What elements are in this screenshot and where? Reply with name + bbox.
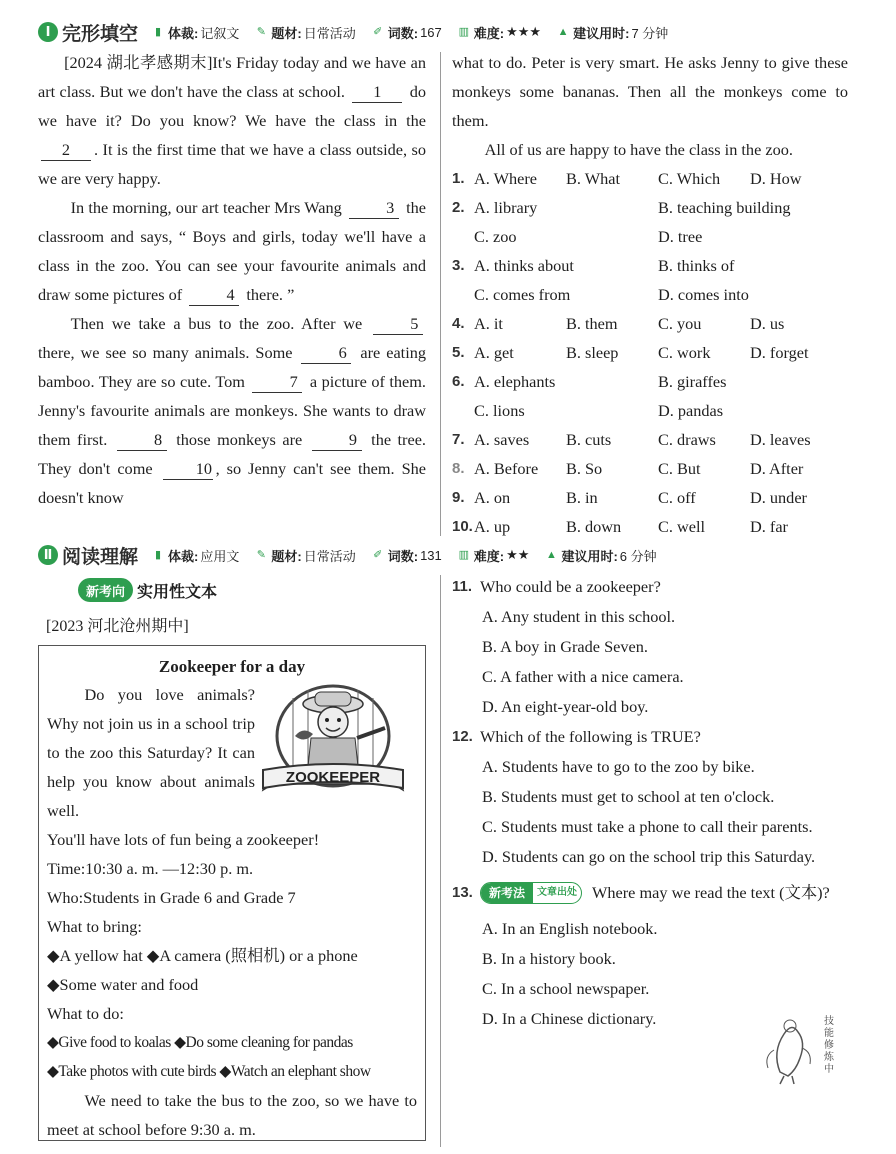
answer-option: B. A boy in Grade Seven. xyxy=(482,637,648,656)
answer-option: C. A father with a nice camera. xyxy=(482,667,684,686)
bell-icon: ▲ xyxy=(545,549,557,561)
quill-icon: ✐ xyxy=(373,549,383,561)
option-row-2: 2. A. library B. teaching building xyxy=(452,198,791,217)
notice-title: Zookeeper for a day xyxy=(158,657,306,676)
topic-meta: ✎ 题材: 日常活动 xyxy=(256,25,356,41)
option-row-9: 9. A. on B. in C. off D. under xyxy=(452,488,807,507)
genre-meta: ▮ 体裁: 应用文 xyxy=(152,546,239,565)
book-icon: ▮ xyxy=(154,549,162,561)
blank-2: 2 xyxy=(41,140,91,161)
option-row-4: 4. A. it B. them C. you D. us xyxy=(452,314,785,333)
answer-option: A. Students have to go to the zoo by bike. xyxy=(482,757,755,776)
reading-source: [2023 河北沧州期中] xyxy=(46,618,189,635)
paragraph-1: [2024 湖北孝感期末]It's Friday today and we have an art class. But we don't have the class at school. 1 do we have it? Do you know? We have the class in the 2 . It is the first time that we have a class outside, so we are very happy. xyxy=(38,53,427,188)
blank-8: 8 xyxy=(117,430,167,451)
cloze-options xyxy=(452,164,848,541)
section-1-title: Ⅰ 完形填空 xyxy=(38,20,138,44)
question-13: 13. 新考法 文章出处 Where may we read the text (文本)? xyxy=(452,883,830,902)
column-divider xyxy=(440,575,441,1147)
time-meta: ▲ 建议用时: 7 分钟 xyxy=(557,25,669,41)
paragraph-3: Then we take a bus to the zoo. After we 5 there, we see so many animals. Some 6 are eating bamboo. They are so cute. Tom 7 a picture of them. Jenny's favourite animals are monkeys. She wants to draw them first. 8 those monkeys are 9 the tree. They don't come 10 , so Jenny can't see them. She doesn't know xyxy=(38,314,427,507)
blank-4: 4 xyxy=(189,285,239,306)
notice-bring-heading: What to bring: xyxy=(47,917,142,936)
answer-option: B. Students must get to school at ten o'clock. xyxy=(482,787,775,806)
pen-icon: ✎ xyxy=(256,26,266,38)
notice-do-item: ◆Give food to koalas ◆Do some cleaning for pandas xyxy=(47,1034,353,1051)
new-trend-tag: 新考向 xyxy=(78,578,133,602)
reading-tag: 新考向 实用性文本 xyxy=(78,578,217,602)
blank-9: 9 xyxy=(312,430,362,451)
words-meta: ✐ 词数: 167 xyxy=(373,24,442,41)
difficulty-meta: ▥ 难度: ★★★ xyxy=(458,24,542,41)
new-method-tag: 新考法 文章出处 xyxy=(480,882,582,904)
notice-bring-item: ◆Some water and food xyxy=(47,975,199,994)
blank-5: 5 xyxy=(373,314,423,335)
option-row-7: 7. A. saves B. cuts C. draws D. leaves xyxy=(452,430,811,449)
section-number-badge: Ⅰ xyxy=(38,22,58,42)
book-icon: ▮ xyxy=(154,26,162,38)
bird-stamp-icon xyxy=(762,1012,842,1086)
answer-option: D. An eight-year-old boy. xyxy=(482,697,649,716)
paragraph-2: In the morning, our art teacher Mrs Wang 3 the classroom and says, “ Boys and girls, today we'll have a class in the zoo. You can see your favourite animals and draw some pictures of 4 there. ” xyxy=(38,198,426,304)
section-number-badge: Ⅱ xyxy=(38,545,58,565)
notice-intro: Do you love animals? Why not join us in a school trip to the zoo this Saturday? It can help you know about animals well. xyxy=(47,685,255,820)
notice-fun-line: You'll have lots of fun being a zookeeper! xyxy=(47,830,320,849)
genre-meta: ▮ 体裁: 记叙文 xyxy=(152,23,239,42)
notice-bring-item: ◆A yellow hat ◆A camera (照相机) or a phone xyxy=(47,946,358,965)
option-row-10: 10. A. up B. down C. well D. far xyxy=(452,517,788,536)
cloze-passage-continued xyxy=(452,48,848,164)
bell-icon: ▲ xyxy=(557,26,569,38)
quill-icon: ✐ xyxy=(373,26,383,38)
notice-time: Time:10:30 a. m. —12:30 p. m. xyxy=(47,859,254,878)
section-2-header xyxy=(38,541,850,569)
time-meta: ▲ 建议用时: 6 分钟 xyxy=(545,548,657,564)
blank-7: 7 xyxy=(252,372,302,393)
question-11: 11. Who could be a zookeeper? xyxy=(452,577,661,596)
column-divider xyxy=(440,52,441,536)
answer-option: C. In a school newspaper. xyxy=(482,979,650,998)
paragraph-3-continued: what to do. Peter is very smart. He asks Jenny to give these monkeys some bananas. Then all the monkeys come to them. xyxy=(452,53,848,130)
option-row-6b: C. lions D. pandas xyxy=(474,401,724,420)
zookeeper-illustration xyxy=(253,678,413,808)
notice-do-heading: What to do: xyxy=(47,1004,124,1023)
zookeeper-sign-text: ZOOKEEPER xyxy=(285,769,381,786)
answer-option: B. In a history book. xyxy=(482,949,616,968)
notice-box xyxy=(38,645,426,1141)
option-row-2b: C. zoo D. tree xyxy=(474,227,703,246)
section-1-header xyxy=(38,18,850,46)
notice-who: Who:Students in Grade 6 and Grade 7 xyxy=(47,888,296,907)
paragraph-4: All of us are happy to have the class in the zoo. xyxy=(484,140,793,159)
notice-do-item: ◆Take photos with cute birds ◆Watch an elephant show xyxy=(47,1063,371,1080)
answer-option: C. Students must take a phone to call their parents. xyxy=(482,817,813,836)
blank-6: 6 xyxy=(301,343,351,364)
answer-option: A. In an English notebook. xyxy=(482,919,658,938)
cloze-passage xyxy=(38,48,426,512)
option-row-8: 8. A. Before B. So C. But D. After xyxy=(452,459,804,478)
pen-icon: ✎ xyxy=(256,549,266,561)
question-12: 12. Which of the following is TRUE? xyxy=(452,727,701,746)
bars-icon: ▥ xyxy=(458,26,469,38)
answer-option: D. In a Chinese dictionary. xyxy=(482,1009,657,1028)
option-row-3b: C. comes from D. comes into xyxy=(474,285,749,304)
difficulty-meta: ▥ 难度: ★★ xyxy=(458,547,530,564)
topic-meta: ✎ 题材: 日常活动 xyxy=(256,548,356,564)
option-row-5: 5. A. get B. sleep C. work D. forget xyxy=(452,343,809,362)
svg-text:技能修炼中: 技能修炼中 xyxy=(824,1016,834,1075)
bars-icon: ▥ xyxy=(458,549,469,561)
reading-questions xyxy=(452,572,842,1034)
blank-3: 3 xyxy=(349,198,399,219)
answer-option: A. Any student in this school. xyxy=(482,607,676,626)
option-row-3: 3. A. thinks about B. thinks of xyxy=(452,256,735,275)
option-row-1: 1. A. Where B. What C. Which D. How xyxy=(452,169,802,188)
option-row-6: 6. A. elephants B. giraffes xyxy=(452,372,727,391)
blank-10: 10 xyxy=(163,459,213,480)
words-meta: ✐ 词数: 131 xyxy=(373,547,442,564)
notice-closing: We need to take the bus to the zoo, so we have to meet at school before 9:30 a. m. xyxy=(47,1091,417,1139)
section-2-title: Ⅱ 阅读理解 xyxy=(38,543,138,567)
answer-option: D. Students can go on the school trip this Saturday. xyxy=(482,847,816,866)
blank-1: 1 xyxy=(352,82,402,103)
